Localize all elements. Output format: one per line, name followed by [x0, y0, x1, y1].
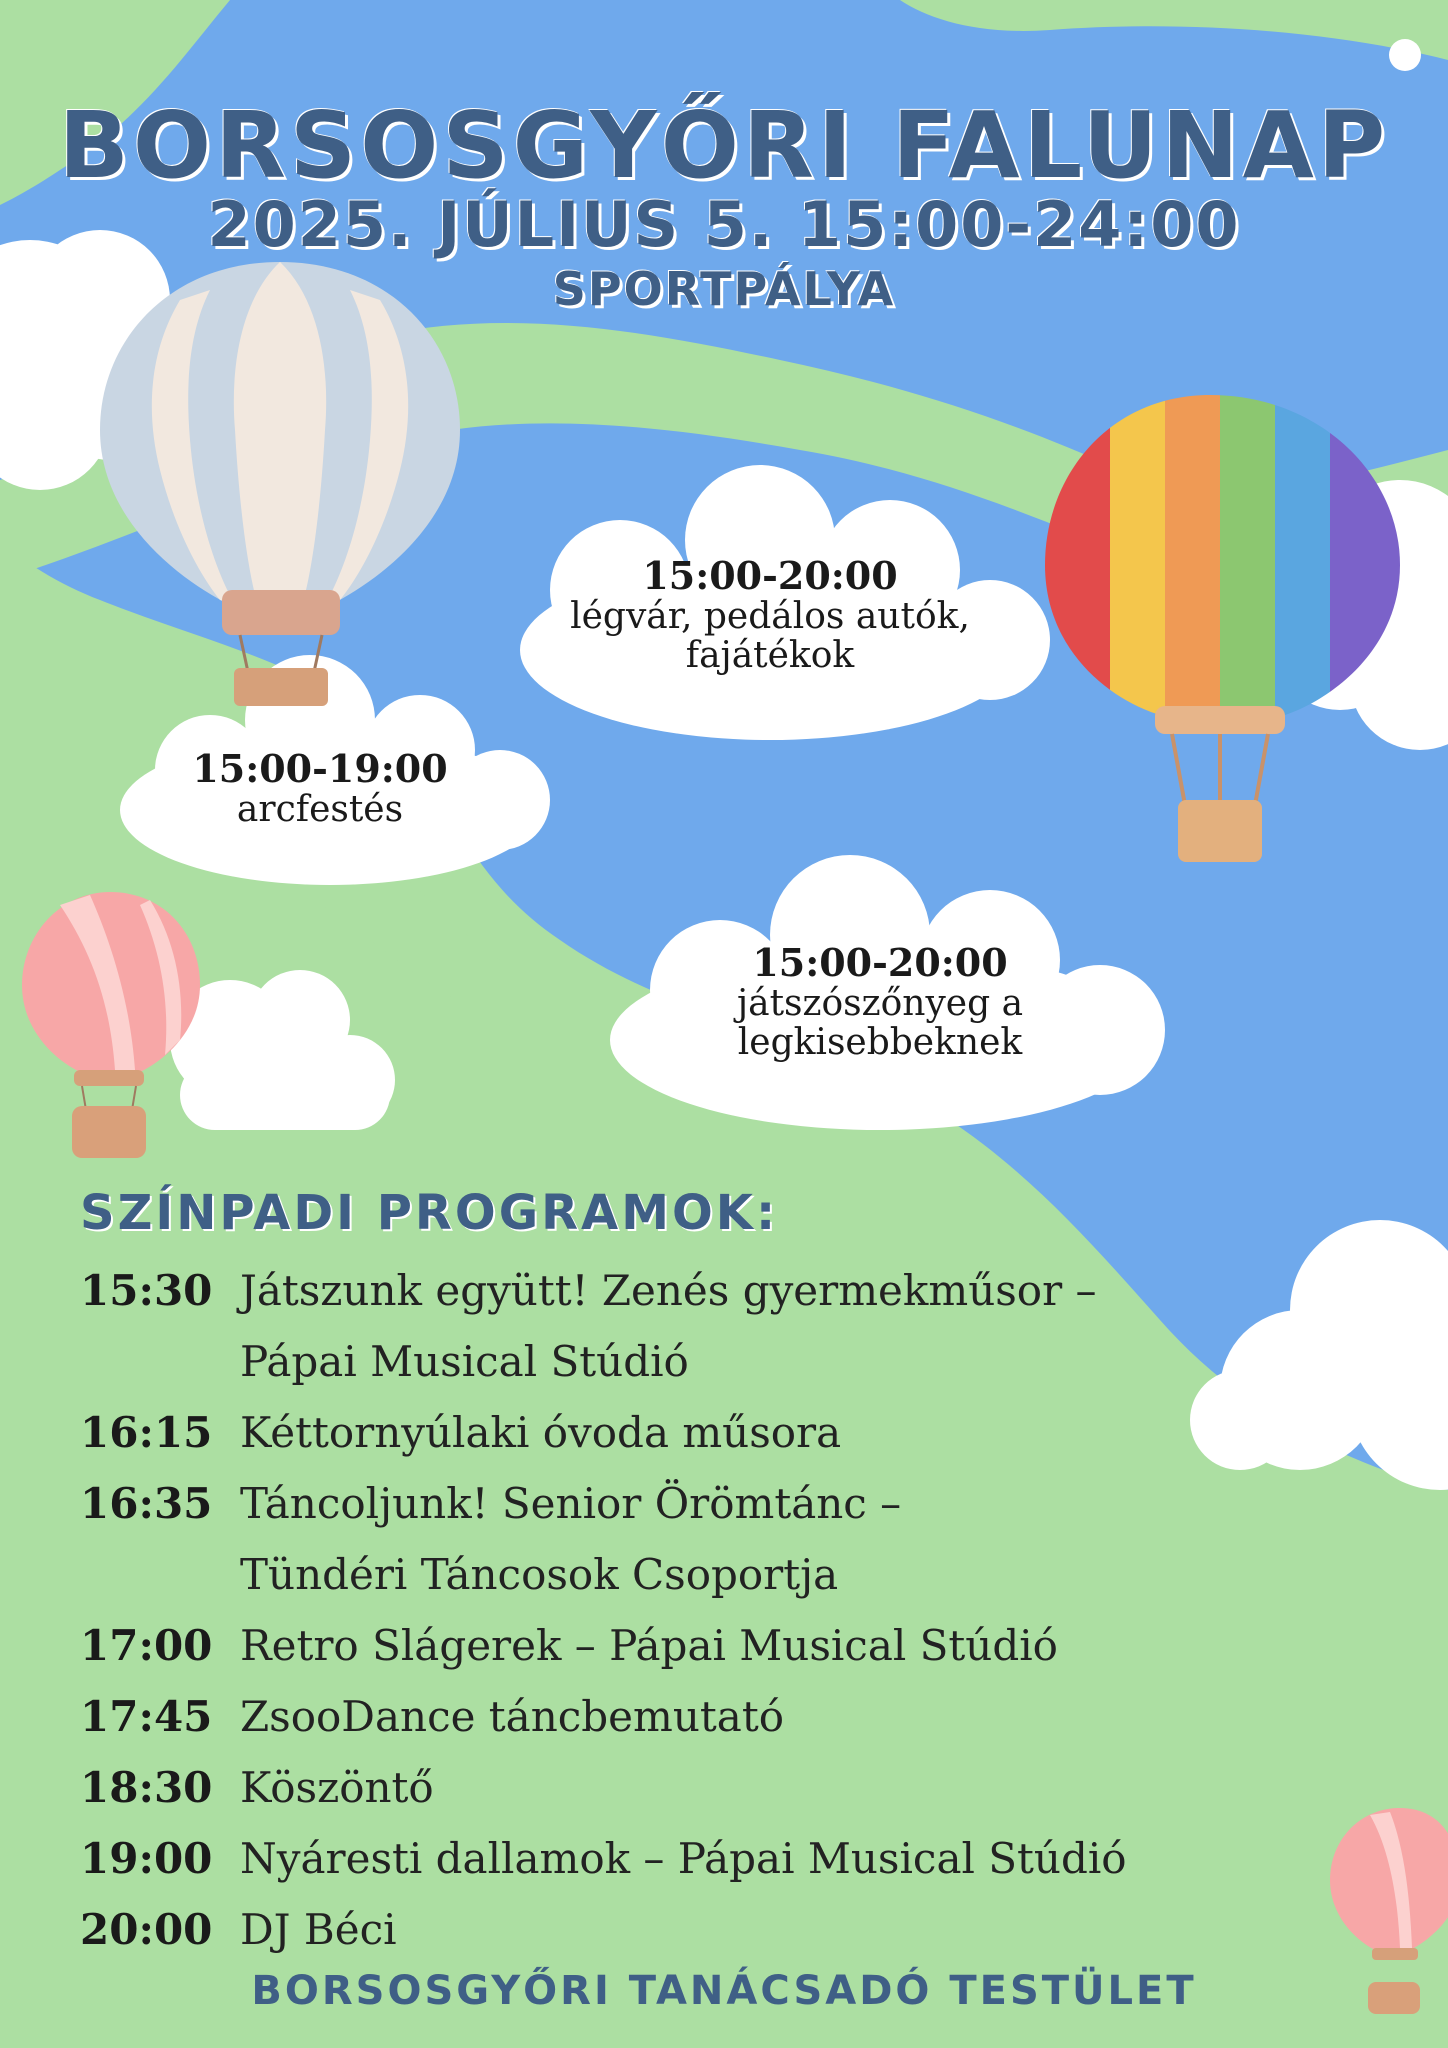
organizer-credit: BORSOSGYŐRI TANÁCSADÓ TESTÜLET: [251, 1968, 1197, 2014]
schedule-act: Retro Slágerek – Pápai Musical Stúdió: [240, 1621, 1058, 1670]
schedule-time: 17:45: [80, 1692, 213, 1741]
pink-balloon-left: [22, 892, 200, 1158]
schedule-row: [80, 1326, 1240, 1397]
schedule-time: 20:00: [80, 1905, 213, 1954]
schedule-act: ZsooDance táncbemutató: [240, 1692, 784, 1741]
schedule-act: Nyáresti dallamok – Pápai Musical Stúdió: [240, 1834, 1127, 1883]
schedule-row: [80, 1681, 1240, 1752]
schedule-row: [80, 1397, 1240, 1468]
activity-desc: fajátékok: [685, 635, 855, 677]
schedule-time: 18:30: [80, 1763, 213, 1812]
stage-schedule: [80, 1255, 1240, 1965]
activity-time: 15:00-19:00: [192, 746, 448, 791]
schedule-time: 16:15: [80, 1408, 213, 1457]
schedule-row: [80, 1610, 1240, 1681]
schedule-row: [80, 1752, 1240, 1823]
activity-face-painting: [140, 748, 500, 829]
schedule-act: Játszunk együtt! Zenés gyermekműsor –: [240, 1266, 1097, 1315]
page-title: BORSOSGYŐRI FALUNAP: [58, 92, 1390, 199]
activity-time: 15:00-20:00: [642, 553, 898, 598]
schedule-act: DJ Béci: [240, 1905, 397, 1954]
schedule-row: [80, 1468, 1240, 1539]
schedule-act: Kéttornyúlaki óvoda műsora: [240, 1408, 842, 1457]
schedule-act: Köszöntő: [240, 1763, 434, 1812]
activity-desc: légvár, pedálos autók,: [570, 595, 970, 637]
schedule-row: [80, 1255, 1240, 1326]
activity-desc: legkisebbeknek: [737, 1022, 1023, 1064]
schedule-time: 15:30: [80, 1266, 213, 1315]
schedule-row: [80, 1539, 1240, 1610]
schedule-row: [80, 1894, 1240, 1965]
schedule-act: Táncoljunk! Senior Örömtánc –: [240, 1479, 902, 1528]
stage-programs-heading: SZÍNPADI PROGRAMOK:: [80, 1185, 779, 1241]
activity-play-mat: [640, 942, 1120, 1063]
schedule-act: Pápai Musical Stúdió: [240, 1337, 689, 1386]
cloud-pink-balloon: [170, 970, 395, 1130]
activity-time: 15:00-20:00: [752, 940, 1008, 985]
activity-bouncy-castle: [520, 555, 1020, 676]
schedule-time: [80, 1326, 240, 1397]
schedule-act: Tündéri Táncosok Csoportja: [240, 1550, 839, 1599]
schedule-time: 17:00: [80, 1621, 213, 1670]
event-date-time: 2025. JÚLIUS 5. 15:00-24:00: [207, 188, 1241, 261]
cloud-small-top-right: [1389, 39, 1421, 71]
schedule-time: 19:00: [80, 1834, 213, 1883]
event-venue: SPORTPÁLYA: [552, 262, 896, 316]
schedule-time: 16:35: [80, 1479, 213, 1528]
schedule-time: [80, 1539, 240, 1610]
activity-desc: játszószőnyeg a: [736, 982, 1024, 1024]
schedule-row: [80, 1823, 1240, 1894]
activity-desc: arcfestés: [236, 788, 404, 830]
